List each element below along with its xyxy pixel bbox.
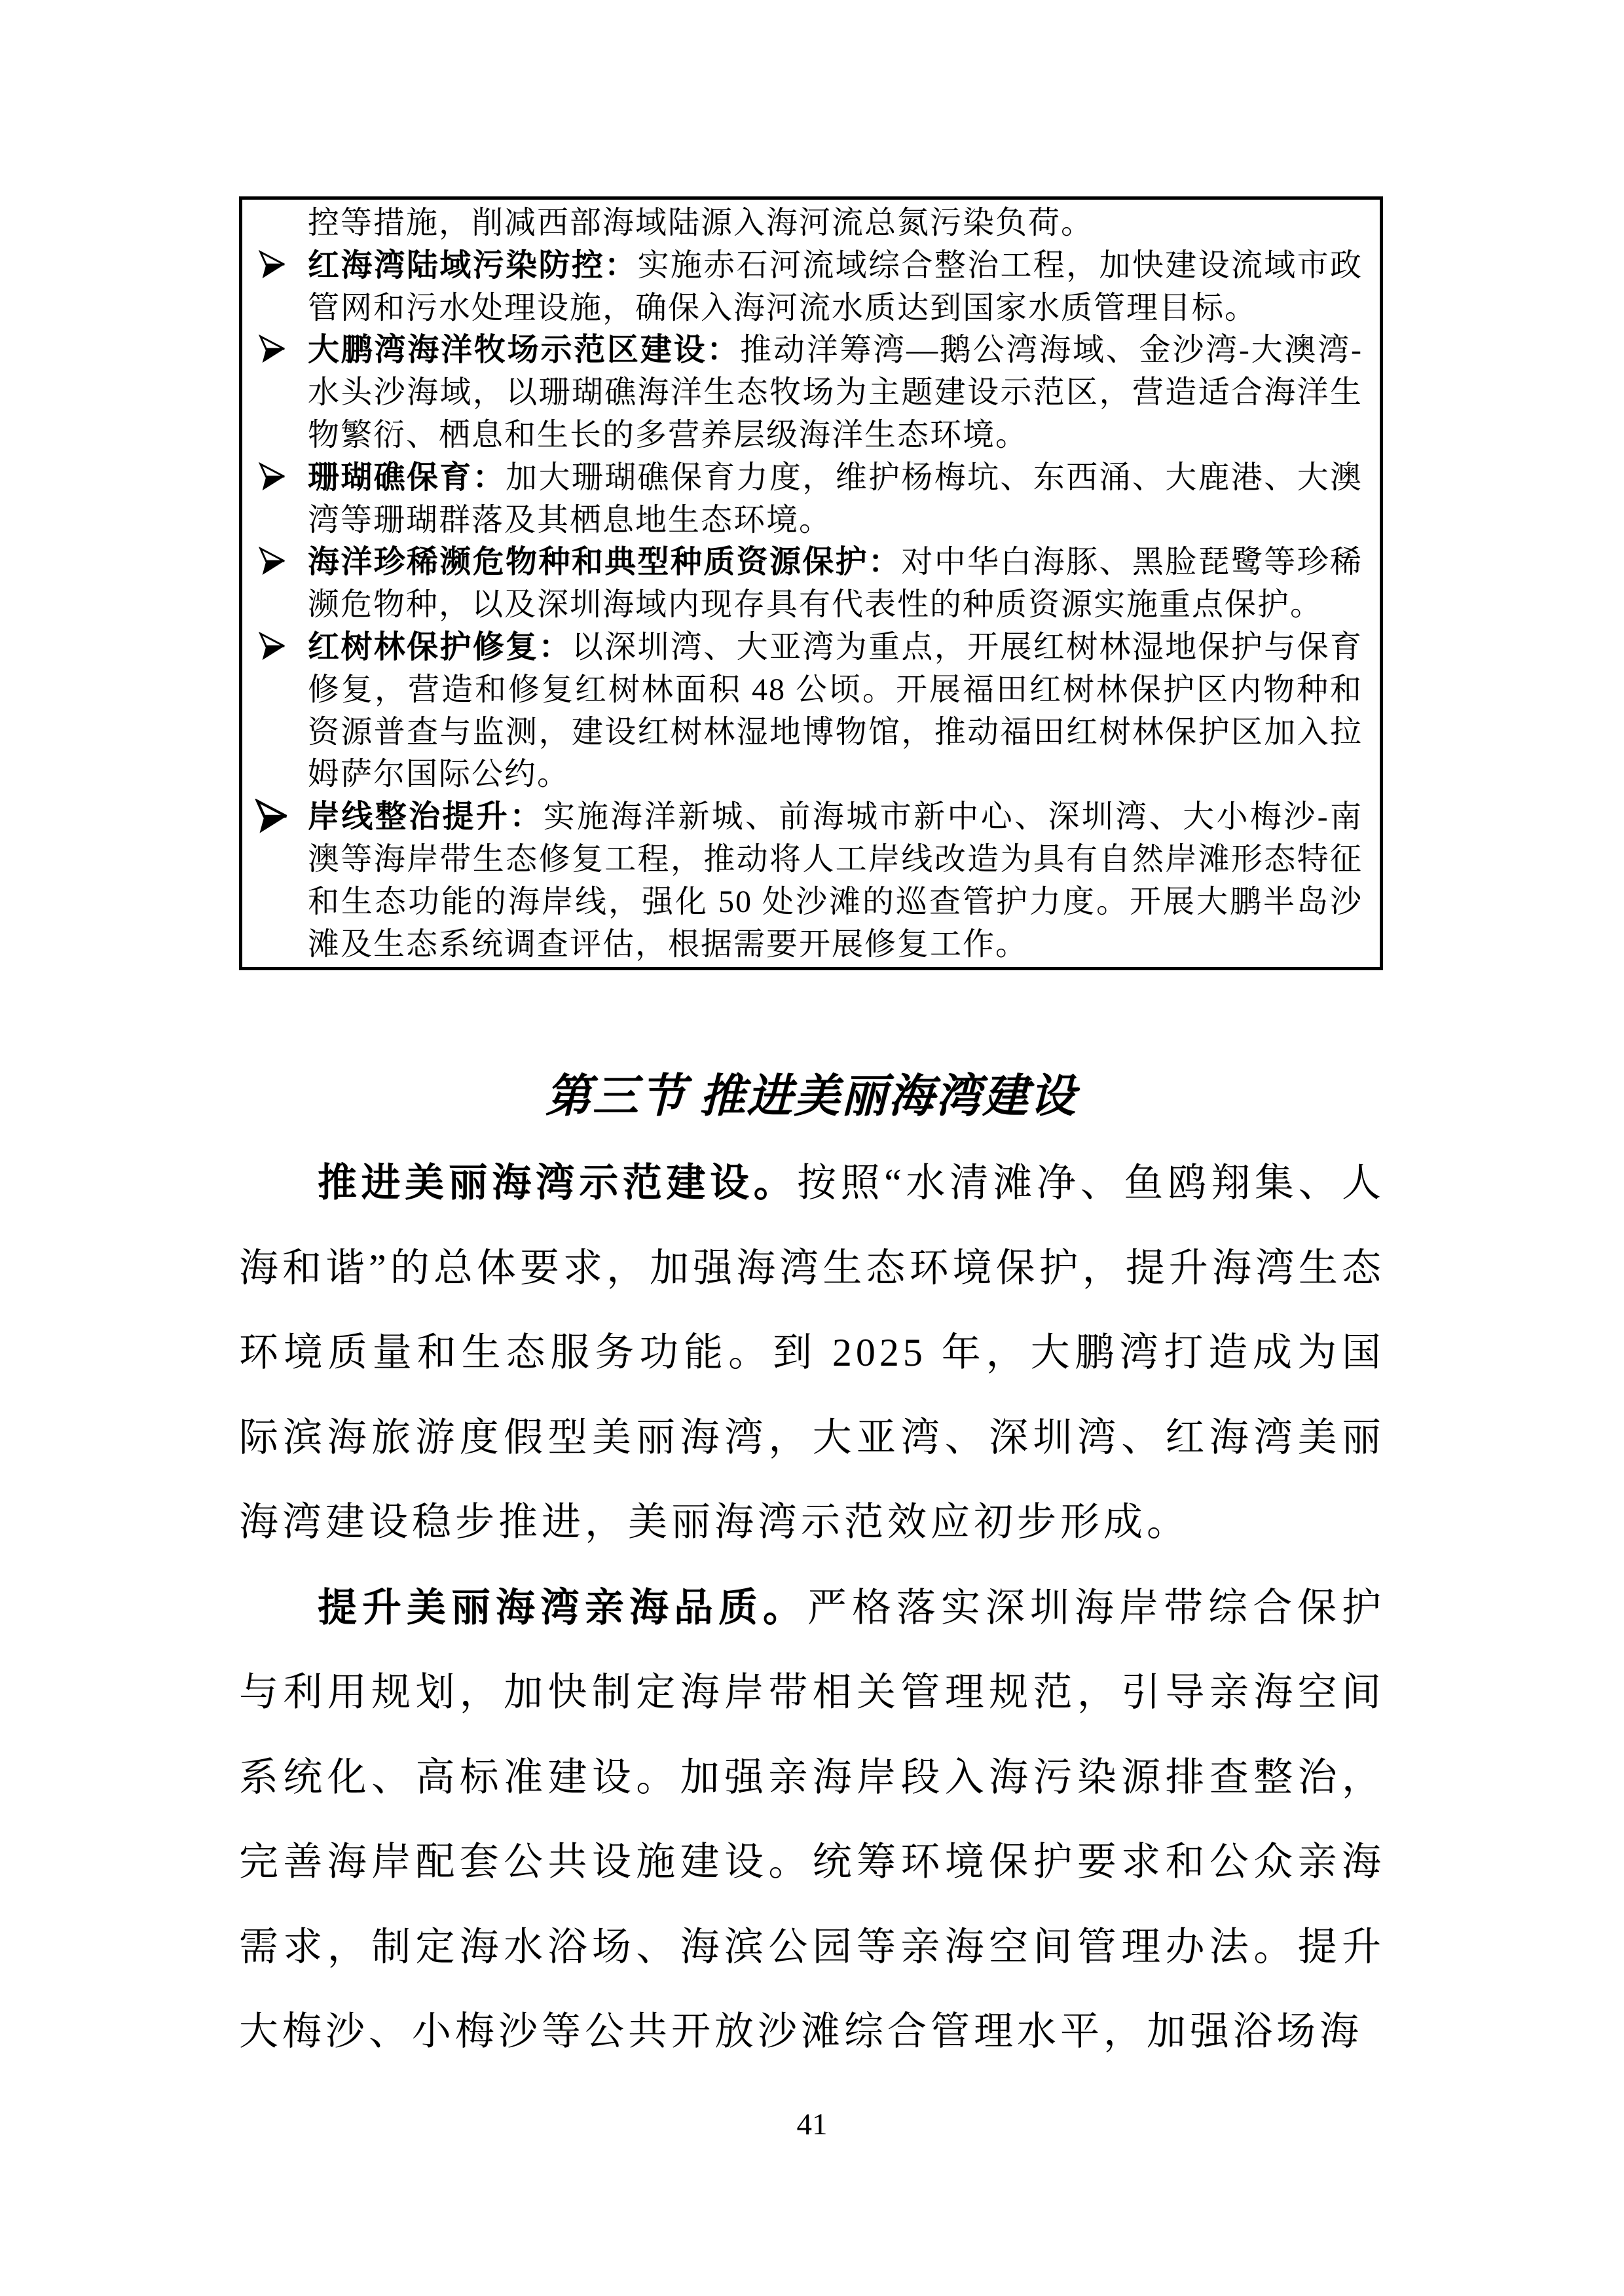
list-item-continuation xyxy=(242,202,1363,245)
list-item-lead: 大鹏湾海洋牧场示范区建设： xyxy=(308,333,741,368)
section-heading: 第三节 推进美丽海湾建设 xyxy=(545,1072,1077,1122)
arrowhead-right-icon xyxy=(257,335,287,365)
list-item-text: 实施海洋新城、前海城市新中心、深圳湾、大小梅沙-南澳等海岸带生态修复工程，推动将人工岸线改造为具有自然岸滩形态特征和生态功能的海岸线，强化 50 处沙滩的巡查管护力度。开展大鹏半岛沙滩及生态系统调查评估，根据需要开展修复工作。 xyxy=(308,799,1363,962)
key-projects-box xyxy=(239,196,1383,970)
list-item xyxy=(242,329,1363,456)
list-item-lead: 红树林保护修复： xyxy=(308,629,572,665)
list-item-text: 推动洋筹湾—鹅公湾海域、金沙湾-大澳湾-水头沙海域，以珊瑚礁海洋生态牧场为主题建设示范区，营造适合海洋生物繁衍、栖息和生长的多营养层级海洋生态环境。 xyxy=(308,333,1363,452)
list-item xyxy=(242,457,1363,542)
paragraph-lead: 提升美丽海湾亲海品质。 xyxy=(318,1585,807,1630)
list-item-text: 对中华白海豚、黑脸琵鹭等珍稀濒危物种，以及深圳海域内现存具有代表性的种质资源实施重点保护。 xyxy=(308,545,1363,623)
list-item-text: 加大珊瑚礁保育力度，维护杨梅坑、东西涌、大鹿港、大澳湾等珊瑚群落及其栖息地生态环境。 xyxy=(308,460,1363,538)
paragraph-text: 严格落实深圳海岸带综合保护与利用规划，加快制定海岸带相关管理规范，引导亲海空间系统化、高标准建设。加强亲海岸段入海污染源排查整治，完善海岸配套公共设施建设。统筹环境保护要求和公众亲海需求，制定海水浴场、海滨公园等亲海空间管理办法。提升大梅沙、小梅沙等公共开放沙滩综合管理水平，加强浴场海 xyxy=(239,1586,1385,2053)
arrowhead-right-icon xyxy=(257,547,287,577)
list-item xyxy=(242,627,1363,796)
body-text xyxy=(239,1140,1385,2075)
arrowhead-right-icon xyxy=(253,799,289,835)
arrowhead-right-icon xyxy=(257,250,287,280)
list-item-text: 以深圳湾、大亚湾为重点，开展红树林湿地保护与保育修复，营造和修复红树林面积 48 公顷。开展福田红树林保护区内物种和资源普查与监测，建设红树林湿地博物馆，推动福田红树林保护区加入拉姆萨尔国际公约。 xyxy=(308,629,1363,792)
paragraph-lead: 推进美丽海湾示范建设。 xyxy=(318,1161,798,1205)
list-item xyxy=(242,541,1363,627)
arrowhead-right-icon xyxy=(257,462,287,492)
paragraph xyxy=(239,1565,1385,2075)
paragraph xyxy=(239,1140,1385,1565)
list-item-text: 实施赤石河流域综合整治工程，加快建设流域市政管网和污水处理设施，确保入海河流水质达到国家水质管理目标。 xyxy=(308,247,1363,325)
list-item xyxy=(242,245,1363,330)
list-item-lead: 海洋珍稀濒危物种和典型种质资源保护： xyxy=(308,545,902,580)
page-number: 41 xyxy=(796,2107,828,2141)
list-item xyxy=(242,796,1363,966)
list-item-lead: 红海湾陆域污染防控： xyxy=(308,247,638,283)
list-item-lead: 岸线整治提升： xyxy=(308,799,544,835)
arrowhead-right-icon xyxy=(257,632,287,662)
list-item-text: 控等措施，削减西部海域陆源入海河流总氮污染负荷。 xyxy=(308,206,1094,240)
list-item-lead: 珊瑚礁保育： xyxy=(308,460,506,495)
paragraph-text: 按照“水清滩净、鱼鸥翔集、人海和谐”的总体要求，加强海湾生态环境保护，提升海湾生态环境质量和生态服务功能。到 2025 年，大鹏湾打造成为国际滨海旅游度假型美丽海湾，大亚湾、深圳湾、红海湾美丽海湾建设稳步推进，美丽海湾示范效应初步形成。 xyxy=(239,1161,1385,1544)
